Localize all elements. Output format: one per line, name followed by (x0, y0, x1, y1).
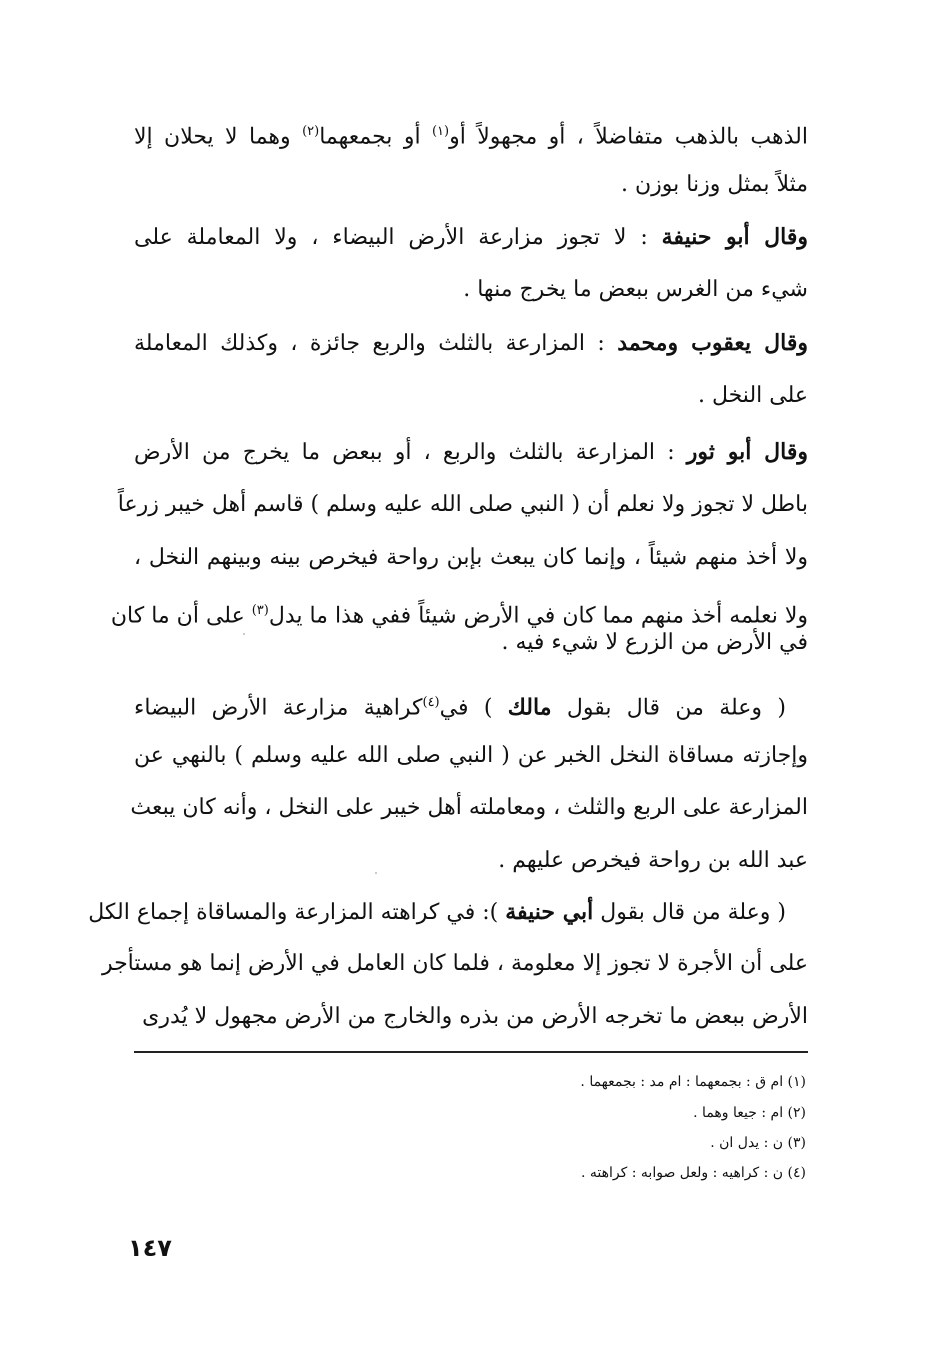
text-run: : المزارعة بالثلث والربع ، أو ببعض ما يخرج من الأرض (134, 440, 687, 465)
scan-speck (243, 633, 245, 635)
text-run: على أن الأجرة لا تجوز إلا معلومة ، فلما كان العامل في الأرض إنما هو مستأجر (101, 951, 808, 976)
footnote-4: (٤) ن : كراهيه : ولعل صوابه : كراهته . (581, 1165, 806, 1181)
paragraph-1-line (134, 165, 808, 205)
text-run: ( وعلة من قال بقول (551, 695, 786, 721)
text-run: عبد الله بن رواحة فيخرص عليهم . (498, 848, 808, 873)
paragraph-4-line (117, 485, 808, 525)
footnote-ref: (٢) (302, 124, 320, 139)
paragraph-1-line (134, 112, 808, 152)
paragraph-5-line (134, 736, 808, 776)
text-run: : لا تجوز مزارعة الأرض البيضاء ، ولا المعاملة على (134, 225, 662, 250)
paragraph-4-line (134, 538, 808, 578)
footnote-2: (٢) ام : جيعا وهما . (693, 1105, 806, 1121)
paragraph-6-line (88, 892, 786, 932)
paragraph-5-line (130, 788, 808, 828)
text-run: ولا نعلمه أخذ منهم مما كان في الأرض شيئاً ففي هذا ما يدل (268, 603, 808, 629)
paragraph-3-line (134, 323, 808, 363)
footnote-ref: (٤) (422, 695, 440, 710)
bold-name: وقال أبو ثور (686, 439, 809, 465)
scan-speck (375, 872, 377, 874)
text-run: في الأرض من الزرع لا شيء فيه . (501, 630, 808, 655)
text-run: باطل لا تجوز ولا نعلم أن ( النبي صلى الله عليه وسلم ) قاسم أهل خيبر زرعاً (117, 492, 808, 517)
bold-name: مالك (507, 694, 552, 721)
footnote-3: (٣) ن : يدل ان . (710, 1135, 806, 1151)
footnote-ref: (١) (431, 124, 450, 139)
text-run: وإجازته مساقاة النخل الخبر عن ( النبي صلى الله عليه وسلم ) بالنهي عن (134, 743, 808, 768)
text-run: المزارعة على الربع والثلث ، ومعاملته أهل خيبر على النخل ، وأنه كان يبعث (130, 795, 808, 820)
paragraph-4-line (134, 432, 808, 472)
footnote-1: (١) ام ق : بجمعهما : ام مد : بجمعهما . (580, 1074, 806, 1090)
footnote-separator (134, 1051, 808, 1053)
text-run: الذهب بالذهب متفاضلاً ، أو مجهولاً أو (449, 124, 808, 150)
text-run: : المزارعة بالثلث والربع جائزة ، وكذلك المعاملة (134, 331, 618, 356)
paragraph-4-line (134, 623, 808, 663)
text-run: على النخل . (697, 383, 808, 408)
paragraph-6-line (134, 997, 808, 1037)
text-run: ( وعلة من قال بقول (593, 900, 786, 925)
footnote-ref: (٣) (251, 603, 269, 618)
paragraph-6-line (101, 944, 808, 984)
bold-name: وقال يعقوب ومحمد (617, 330, 808, 356)
text-run: شيء من الغرس ببعض ما يخرج منها . (463, 277, 808, 302)
bold-name: وقال أبو حنيفة (661, 224, 808, 250)
bold-name: أبي حنيفة (505, 899, 594, 925)
paragraph-5-line (134, 841, 808, 881)
text-run: ولا أخذ منهم شيئاً ، وإنما كان يبعث بإبن رواحة فيخرص بينه وبينهم النخل ، (134, 545, 808, 570)
text-run: ) في (439, 695, 508, 721)
text-run: الأرض ببعض ما تخرجه الأرض من بذره والخارج من الأرض مجهول لا يُدرى (142, 1004, 808, 1029)
paragraph-2-line (134, 270, 808, 310)
text-run: على أن ما كان (110, 603, 252, 629)
text-run: وهما لا يحلان إلا (134, 124, 303, 150)
page-number: ١٤٧ (128, 1234, 172, 1262)
text-run: ): في كراهته المزارعة والمساقاة إجماع الكل (88, 900, 506, 925)
paragraph-3-line (134, 376, 808, 416)
paragraph-5-line (134, 683, 786, 723)
text-run: كراهية مزارعة الأرض البيضاء (134, 695, 423, 721)
paragraph-2-line (134, 217, 808, 257)
text-run: مثلاً بمثل وزنا بوزن . (621, 172, 808, 197)
text-run: أو بجمعهما (319, 124, 432, 150)
